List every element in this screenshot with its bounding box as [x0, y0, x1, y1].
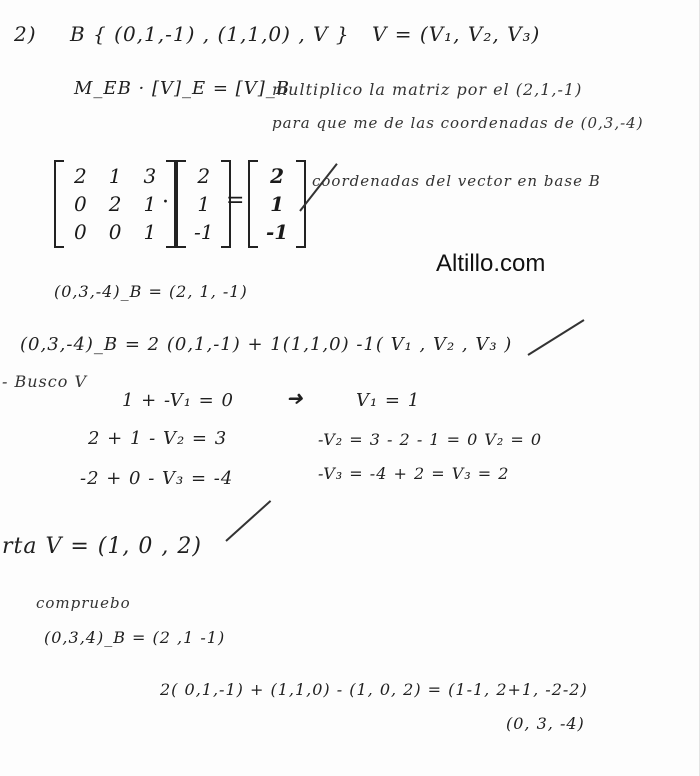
- matrix-cell: 2: [74, 164, 87, 188]
- check-line-2: 2( 0,1,-1) + (1,1,0) - (1, 0, 2) = (1-1, 2+1, -2-2): [160, 680, 588, 699]
- matrix-relation: M_EB · [V]_E = [V]_B: [74, 78, 290, 99]
- vector-cell: 1: [270, 192, 285, 216]
- matrix-cell: 0: [74, 192, 87, 216]
- equation-2: 2 + 1 - V₂ = 3: [88, 428, 228, 449]
- watermark-text: Altillo.com: [436, 250, 546, 277]
- vector-cell: -1: [194, 220, 214, 244]
- check-result: (0, 3, -4): [506, 714, 585, 733]
- matrix-cell: 1: [143, 192, 157, 216]
- final-answer: rta V = (1, 0 , 2): [2, 534, 202, 559]
- vector-definition: V = (V₁, V₂, V₃): [372, 22, 541, 46]
- solve-title: - Busco V: [2, 372, 87, 391]
- matrix-cell: 1: [143, 220, 157, 244]
- basis-definition: B { (0,1,-1) , (1,1,0) , V }: [70, 22, 350, 46]
- check-stroke: [527, 319, 584, 356]
- matrix-cell: 0: [108, 220, 122, 244]
- vector-cell: 1: [197, 192, 211, 216]
- matrix-note: coordenadas del vector en base B: [312, 172, 601, 190]
- vector-cell: 2: [270, 164, 285, 188]
- result-vector: [248, 160, 306, 248]
- vector-cell: -1: [266, 220, 289, 244]
- change-of-basis-matrix: [54, 160, 176, 248]
- matrix-cell: 3: [143, 164, 157, 188]
- equals-sign: =: [226, 188, 245, 213]
- intro-text-2: para que me de las coordenadas de (0,3,-4): [272, 114, 644, 132]
- intro-text-1: multiplico la matriz por el (2,1,-1): [272, 80, 583, 99]
- check-title: compruebo: [36, 594, 131, 612]
- coordinates-in-base: (0,3,-4)_B = (2, 1, -1): [54, 282, 248, 301]
- equation-3: -2 + 0 - V₃ = -4: [80, 468, 234, 489]
- multiply-dot: ·: [162, 190, 169, 215]
- result-2: -V₂ = 3 - 2 - 1 = 0 V₂ = 0: [318, 430, 543, 449]
- matrix-cell: 2: [108, 192, 122, 216]
- result-3: -V₃ = -4 + 2 = V₃ = 2: [318, 464, 510, 483]
- input-vector: [176, 160, 231, 248]
- equation-1: 1 + -V₁ = 0: [122, 390, 234, 411]
- matrix-cell: 0: [74, 220, 87, 244]
- exercise-number: 2): [14, 22, 37, 46]
- result-1: V₁ = 1: [356, 390, 421, 411]
- check-stroke: [225, 500, 271, 542]
- vector-cell: 2: [197, 164, 211, 188]
- check-line-1: (0,3,4)_B = (2 ,1 -1): [44, 628, 226, 647]
- arrow-icon: ➜: [286, 386, 304, 410]
- linear-combination: (0,3,-4)_B = 2 (0,1,-1) + 1(1,1,0) -1( V₁ , V₂ , V₃ ): [20, 334, 513, 355]
- matrix-cell: 1: [108, 164, 122, 188]
